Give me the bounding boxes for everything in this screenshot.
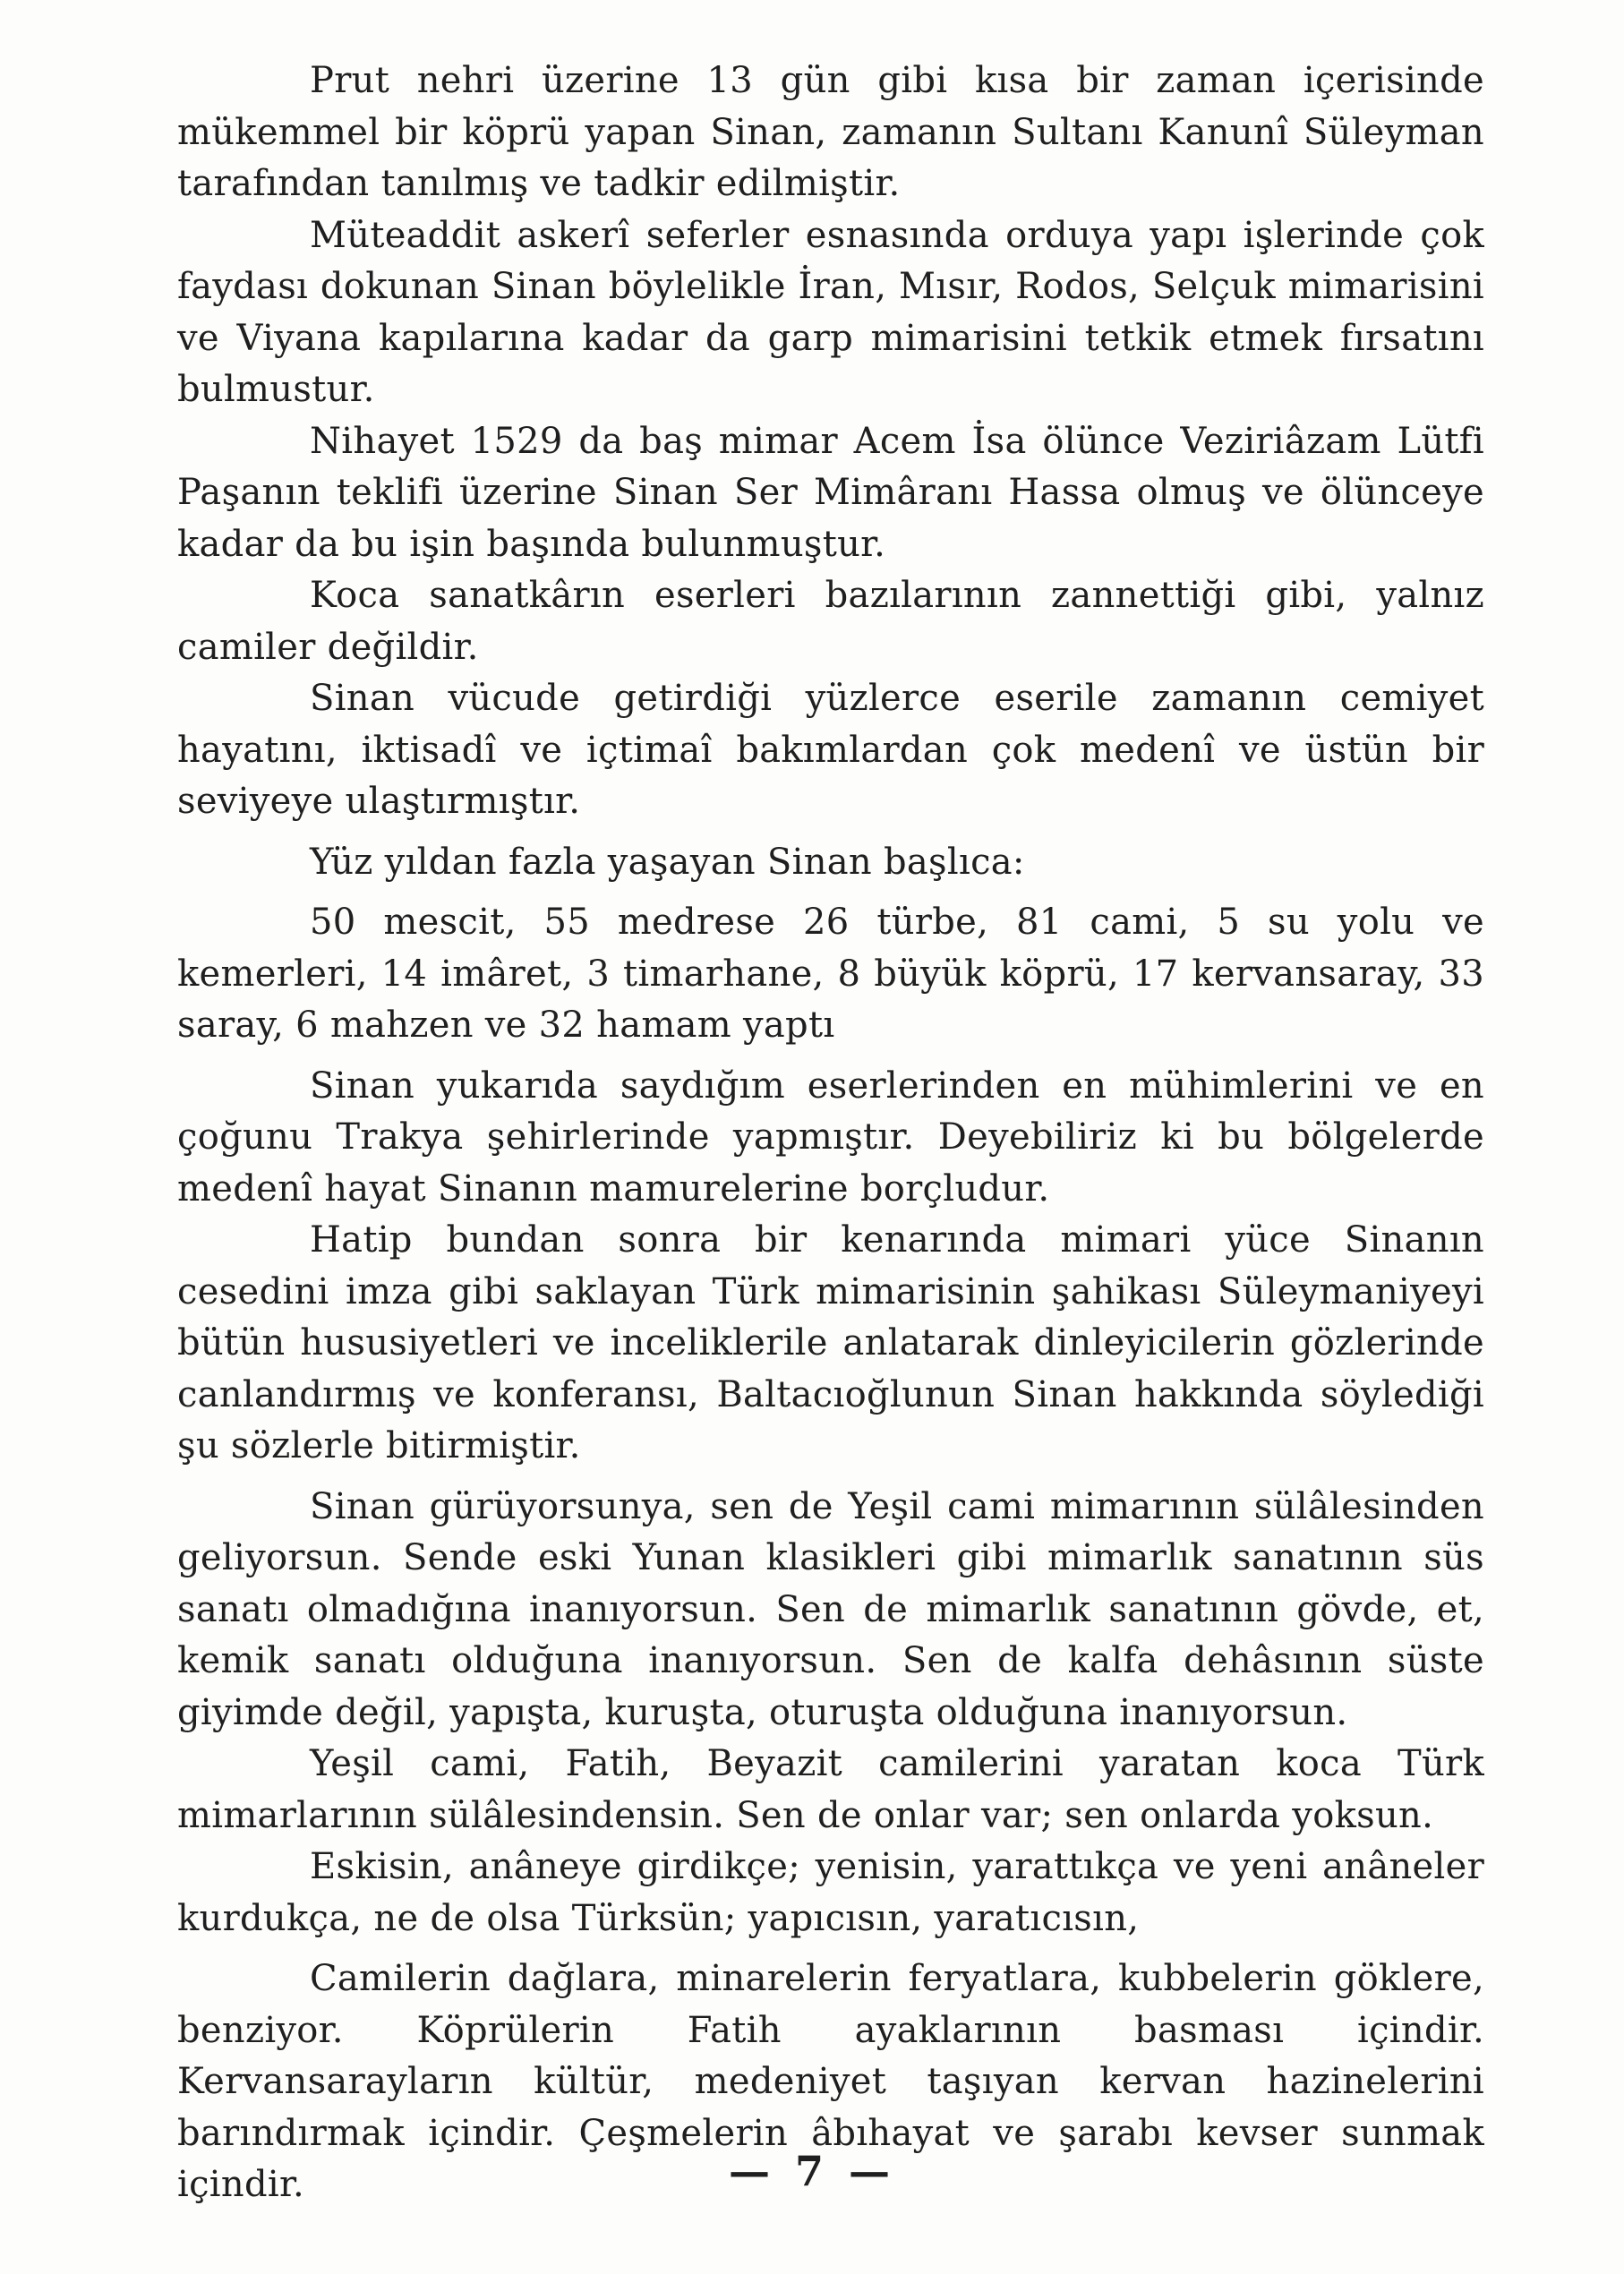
body-text bbox=[177, 56, 1484, 2211]
page-number: — 7 — bbox=[728, 2147, 896, 2195]
paragraph-5: Sinan vücude getirdiği yüzlerce eserile zamanın cemiyet hayatını, iktisadî ve içtimaî bakımlardan çok medenî ve üstün bir seviyeye ulaştırmıştır. bbox=[177, 678, 1484, 822]
paragraph-2: Müteaddit askerî seferler esnasında orduya yapı işlerinde çok faydası dokunan Sinan böylelikle İran, Mısır, Rodos, Selçuk mimarisini ve Viyana kapılarına kadar da garp mimarisini tetkik etmek fırsatını bulmustur. bbox=[177, 214, 1484, 410]
paragraph-11: Yeşil cami, Fatih, Beyazit camilerini yaratan koca Türk mimarlarının sülâlesindensin. Sen de onlar var; sen onlarda yoksun. bbox=[177, 1743, 1484, 1836]
paragraph-13: Camilerin dağlara, minarelerin feryatlara, kubbelerin göklere, benziyor. Köprülerin Fatih ayaklarının basması içindir. Kervansarayların kültür, medeniyet taşıyan kervan hazinelerini barındırmak içindir. Çeşmelerin âbıhayat ve şarabı kevser sunmak içindir. bbox=[177, 1958, 1484, 2205]
paragraph-10: Sinan gürüyorsunya, sen de Yeşil cami mimarının sülâlesinden geliyorsun. Sende eski Yunan klasikleri gibi mimarlık sanatının süs sanatı olmadığına inanıyorsun. Sen de mimarlık sanatının gövde, et, kemik sanatı olduğuna inanıyorsun. Sen de kalfa dehâsının süste giyimde değil, yapışta, kuruşta, oturuşta olduğuna inanıyorsun. bbox=[177, 1485, 1484, 1733]
paragraph-12: Eskisin, anâneye girdikçe; yenisin, yarattıkça ve yeni anâneler kurdukça, ne de olsa Türksün; yapıcısın, yaratıcısın, bbox=[177, 1846, 1484, 1939]
paragraph-7: 50 mescit, 55 medrese 26 türbe, 81 cami, 5 su yolu ve kemerleri, 14 imâret, 3 timarhane, 8 büyük köprü, 17 kervansaray, 33 saray, 6 mahzen ve 32 hamam yaptı bbox=[177, 902, 1484, 1046]
paragraph-9: Hatip bundan sonra bir kenarında mimari yüce Sinanın cesedini imza gibi saklayan Türk mimarisinin şahikası Süleymaniyeyi bütün hususiyetleri ve inceliklerile anlatarak dinleyicilerin gözlerinde canlandırmış ve konferansı, Baltacıoğlunun Sinan hakkında söylediği şu sözlerle bitirmiştir. bbox=[177, 1219, 1484, 1466]
paragraph-4: Koca sanatkârın eserleri bazılarının zannettiği gibi, yalnız camiler değildir. bbox=[177, 575, 1484, 668]
paragraph-1: Prut nehri üzerine 13 gün gibi kısa bir zaman içerisinde mükemmel bir köprü yapan Sinan, zamanın Sultanı Kanunî Süleyman tarafından tanılmış ve tadkir edilmiştir. bbox=[177, 60, 1484, 204]
paragraph-8: Sinan yukarıda saydığım eserlerinden en mühimlerini ve en çoğunu Trakya şehirlerinde yapmıştır. Deyebiliriz ki bu bölgelerde medenî hayat Sinanın mamurelerine borçludur. bbox=[177, 1064, 1484, 1210]
paragraph-3: Nihayet 1529 da baş mimar Acem İsa ölünce Veziriâzam Lütfi Paşanın teklifi üzerine Sinan Ser Mimâranı Hassa olmuş ve ölünceye kadar da bu işin başında bulunmuştur. bbox=[177, 420, 1484, 565]
paragraph-6: Yüz yıldan fazla yaşayan Sinan başlıca: bbox=[310, 841, 1025, 883]
